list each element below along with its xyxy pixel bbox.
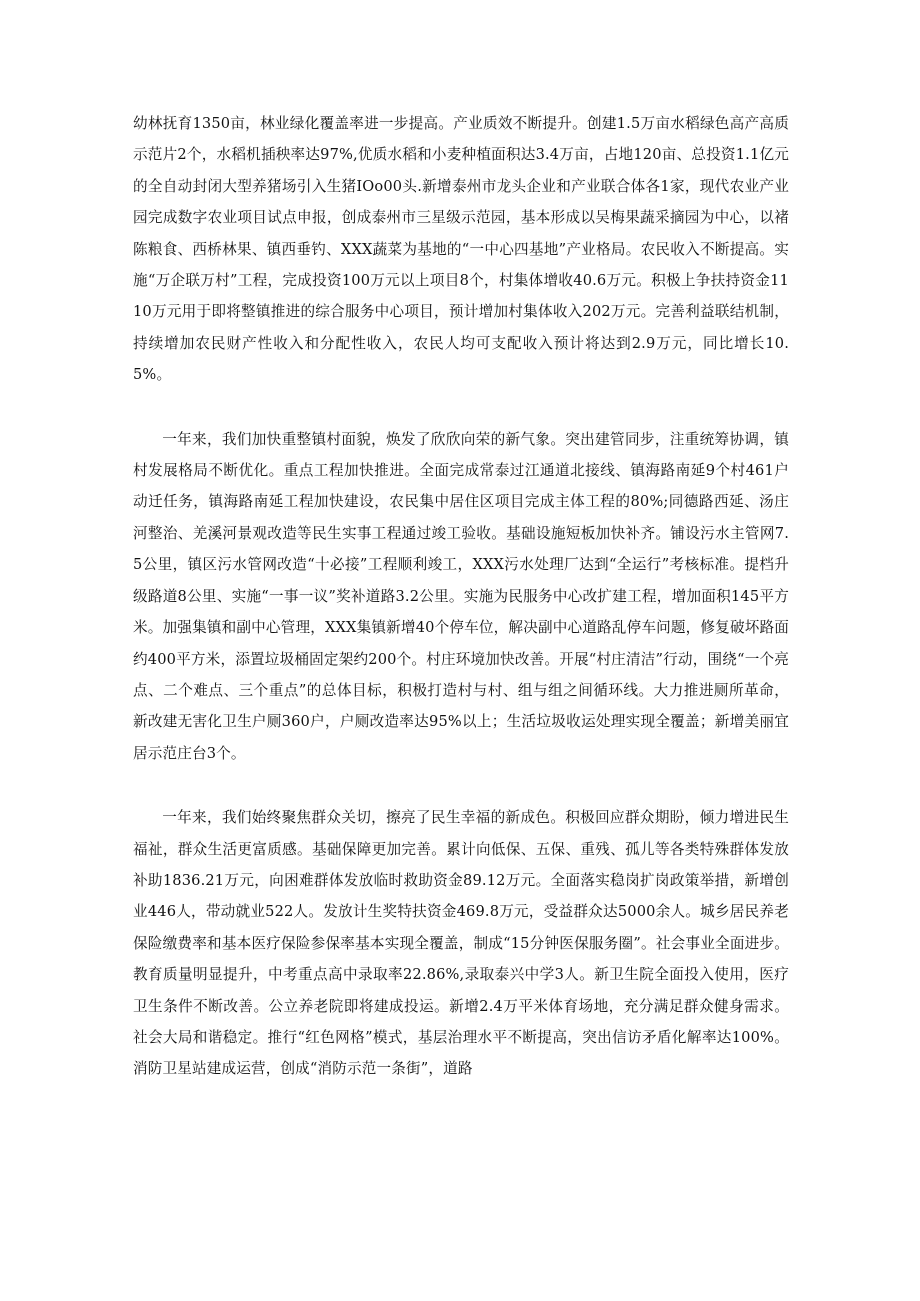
document-page [133,108,789,1085]
paragraph-town-village: 一年来，我们加快重整镇村面貌，焕发了欣欣向荣的新气象。突出建管同步，注重统筹协调，镇村发展格局不断优化。重点工程加快推进。全面完成常泰过江通道北接线、镇海路南延9个村461户动迁任务，镇海路南延工程加快建设，农民集中居住区项目完成主体工程的80%;同德路西延、汤庄河整治、羌溪河景观改造等民生实事工程通过竣工验收。基础设施短板加快补齐。铺设污水主管网7.5公里，镇区污水管网改造“十必接”工程顺利竣工，XXX污水处理厂达到“全运行”考核标准。提档升级路道8公里、实施“一事一议”奖补道路3.2公里。实施为民服务中心改扩建工程，增加面积145平方米。加强集镇和副中心管理，XXX集镇新增40个停车位，解决副中心道路乱停车问题，修复破坏路面约400平方米，添置垃圾桶固定架约200个。村庄环境加快改善。开展“村庄清洁”行动，围绕“一个亮点、二个难点、三个重点”的总体目标，积极打造村与村、组与组之间循环线。大力推进厕所革命，新改建无害化卫生户厕360户，户厕改造率达95%以上；生活垃圾收运处理实现全覆盖；新增美丽宜居示范庄台3个。 [133,430,789,762]
paragraph-livelihood: 一年来，我们始终聚焦群众关切，擦亮了民生幸福的新成色。积极回应群众期盼，倾力增进民生福祉，群众生活更富质感。基础保障更加完善。累计向低保、五保、重残、孤儿等各类特殊群体发放补助1836.21万元，向困难群体发放临时救助资金89.12万元。全面落实稳岗扩岗政策举措，新增创业446人，带动就业522人。发放计生奖特扶资金469.8万元，受益群众达5000余人。城乡居民养老保险缴费率和基本医疗保险参保率基本实现全覆盖，制成“15分钟医保服务圈”。社会事业全面进步。教育质量明显提升，中考重点高中录取率22.86%,录取泰兴中学3人。新卫生院全面投入使用，医疗卫生条件不断改善。公立养老院即将建成投运。新增2.4万平米体育场地，充分满足群众健身需求。社会大局和谐稳定。推行“红色网格”模式，基层治理水平不断提高，突出信访矛盾化解率达100%。消防卫星站建成运营，创成“消防示范一条街”，道路 [133,809,789,1078]
paragraph-agriculture: 幼林抚育1350亩，林业绿化覆盖率进一步提高。产业质效不断提升。创建1.5万亩水稻绿色高产高质示范片2个，水稻机插秧率达97%,优质水稻和小麦种植面积达3.4万亩，占地120亩、总投资1.1亿元的全自动封闭大型养猪场引入生猪IOo00头.新增泰州市龙头企业和产业联合体各1家，现代农业产业园完成数字农业项目试点申报，创成泰州市三星级示范园，基本形成以吴梅果蔬采摘园为中心，以褚陈粮食、西桥林果、镇西垂钓、XXX蔬菜为基地的“一中心四基地”产业格局。农民收入不断提高。实施“万企联万村”工程，完成投资100万元以上项目8个，村集体增收40.6万元。积极上争扶持资金1110万元用于即将整镇推进的综合服务中心项目，预计增加村集体收入202万元。完善利益联结机制，持续增加农民财产性收入和分配性收入，农民人均可支配收入预计将达到2.9万元，同比增长10.5%。 [133,115,789,384]
